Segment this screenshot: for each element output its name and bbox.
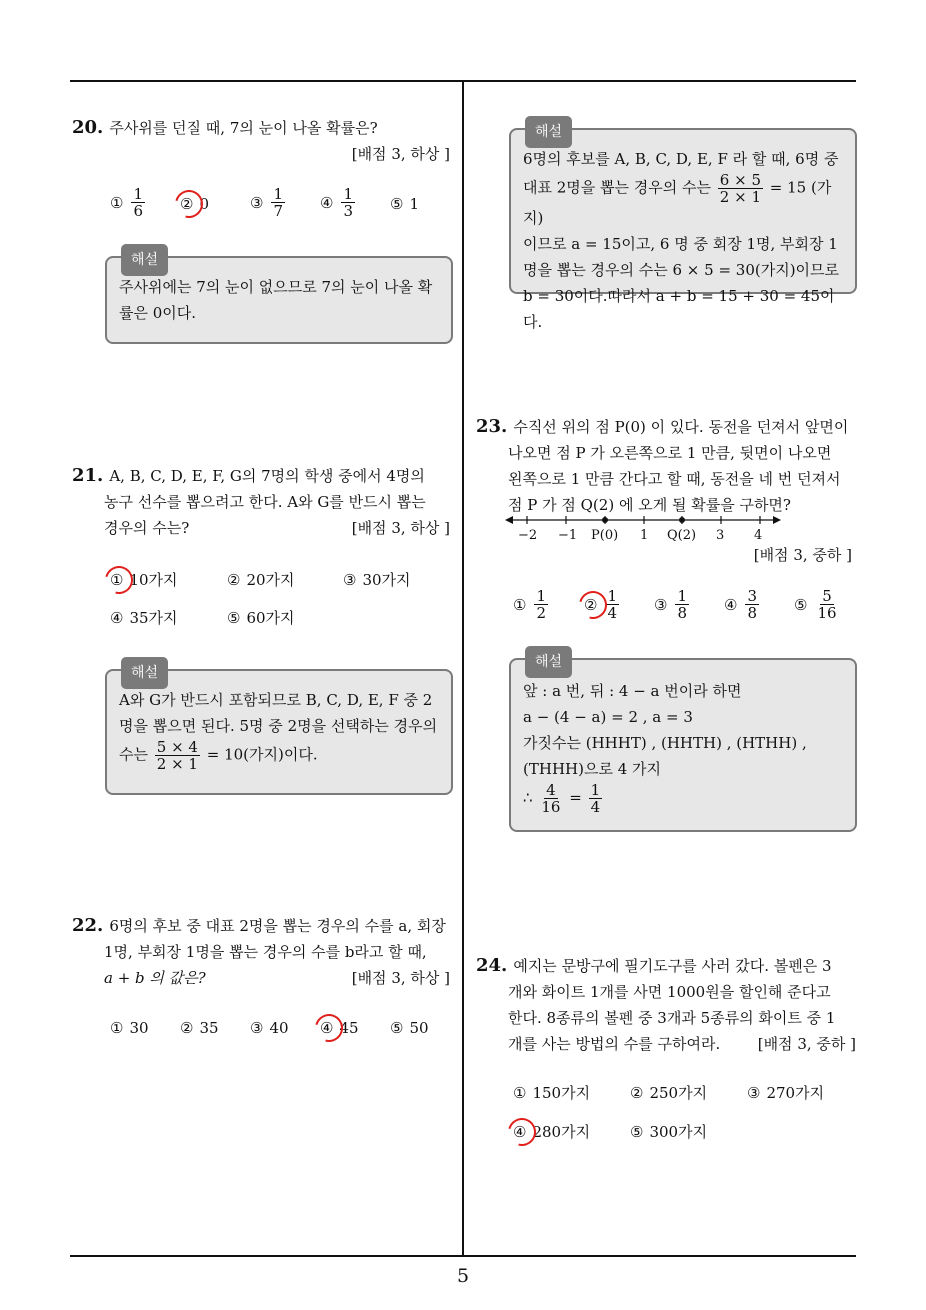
- bottom-rule: [70, 1255, 856, 1257]
- fraction: $\frac{3}{8}$: [747, 587, 757, 622]
- answer-circle: [503, 1112, 541, 1150]
- choice-4[interactable]: [513, 1121, 590, 1142]
- question-text: 왼쪽으로 1 만큼 간다고 할 때, 동전을 네 번 던져서: [508, 470, 841, 488]
- fraction: $\frac{1}{8}$: [677, 587, 687, 622]
- tick-label: −2: [518, 528, 538, 543]
- choice-1[interactable]: [110, 569, 178, 590]
- tick-label: 4: [754, 528, 763, 543]
- choice-marker: ②: [180, 1019, 194, 1037]
- choice-marker: ⑤: [227, 608, 241, 627]
- question-text: 점 P 가 점 Q(2) 에 오게 될 확률을 구하면?: [508, 496, 791, 514]
- choice-label: 10가지: [129, 571, 178, 589]
- question-text: 경우의 수는?: [104, 519, 190, 537]
- question-text: 1명, 부회장 1명을 뽑는 경우의 수를 b라고 할 때,: [104, 943, 427, 961]
- page-number: 5: [456, 1265, 470, 1287]
- choice-marker: ③: [654, 595, 668, 614]
- tick-label: −1: [558, 528, 578, 543]
- solution-line: 이므로 a = 15이고, 6 명 중 회장 1명, 부회장 1: [523, 235, 838, 253]
- choice-marker: ①: [110, 571, 123, 589]
- choice-2[interactable]: [227, 569, 295, 590]
- fraction: $\frac{1}{6}$: [133, 185, 143, 220]
- choice-marker: ③: [747, 1083, 761, 1102]
- solution-line: 명을 뽑는 경우의 수는 6 × 5 = 30(가지)이므로: [523, 261, 840, 279]
- choice-5[interactable]: [794, 588, 841, 621]
- question-20: [72, 115, 450, 167]
- solution-line: 수는 $\frac{5 \times 4}{2 \times 1}$ = 10(가지)이다.: [119, 738, 318, 773]
- choice-label: 35가지: [129, 609, 178, 627]
- choice-label: 50: [409, 1019, 429, 1037]
- choice-1[interactable]: [513, 588, 550, 621]
- question-text: A, B, C, D, E, F, G의 7명의 학생 중에서 4명의: [109, 467, 425, 485]
- question-meta: [배점 3, 중하 ]: [753, 546, 852, 564]
- choice-marker: ②: [630, 1083, 644, 1102]
- choice-marker: ⑤: [390, 1019, 404, 1037]
- fraction: $\frac{6 \times 5}{2 \times 1}$: [719, 171, 761, 206]
- question-meta: [배점 3, 하상 ]: [351, 519, 450, 537]
- choice-label: 1: [409, 195, 419, 213]
- point-p: [602, 517, 608, 523]
- question-meta: [배점 3, 하상 ]: [351, 145, 450, 163]
- solution-label: 해설: [121, 657, 168, 689]
- solution-box-q23: [509, 654, 857, 832]
- solution-line: 앞 : a 번, 뒤 : 4 − a 번이라 하면: [523, 682, 742, 700]
- choice-marker: ②: [180, 195, 193, 213]
- choice-label: 60가지: [246, 609, 295, 627]
- solution-line: 6명의 후보를 A, B, C, D, E, F 라 할 때, 6명 중: [523, 150, 839, 168]
- choice-marker: ⑤: [390, 195, 404, 213]
- choice-label: 30: [129, 1019, 149, 1037]
- solution-box-q20: [105, 252, 453, 344]
- choice-marker: ②: [227, 570, 241, 589]
- choice-marker: ①: [513, 595, 527, 614]
- solution-line: 명을 뽑으면 된다. 5명 중 2명을 선택하는 경우의: [119, 717, 438, 735]
- choice-2[interactable]: [584, 588, 621, 621]
- choice-3[interactable]: [343, 569, 411, 590]
- solution-line: 주사위에는 7의 눈이 없으므로 7의 눈이 나올 확: [119, 278, 433, 296]
- fraction: $\frac{5 \times 4}{2 \times 1}$: [156, 738, 198, 773]
- choice-label: 30가지: [362, 571, 411, 589]
- question-23: [476, 414, 856, 518]
- solution-line: a − (4 − a) = 2 , a = 3: [523, 708, 693, 726]
- fraction: $\frac{1}{4}$: [607, 587, 617, 622]
- question-number: 23.: [476, 416, 508, 437]
- solution-line: 가짓수는 (HHHT) , (HHTH) , (HTHH) ,: [523, 734, 807, 752]
- choice-label: 20가지: [246, 571, 295, 589]
- question-text: 한다. 8종류의 볼펜 중 3개과 5종류의 화이트 중 1: [508, 1009, 836, 1027]
- question-24: [476, 953, 856, 1057]
- question-text: 6명의 후보 중 대표 2명을 뽑는 경우의 수를 a, 회장: [109, 917, 446, 935]
- choice-3[interactable]: [747, 1082, 824, 1103]
- fraction: $\frac{1}{7}$: [273, 185, 283, 220]
- solution-line: b = 30이다.따라서 a + b = 15 + 30 = 45이다.: [523, 287, 835, 331]
- choice-4[interactable]: [724, 588, 761, 621]
- question-text: 예지는 문방구에 필기도구를 사러 갔다. 볼펜은 3: [513, 957, 832, 975]
- choice-label: 300가지: [649, 1123, 708, 1141]
- choice-label: 270가지: [766, 1084, 825, 1102]
- question-22: [72, 913, 450, 991]
- choice-marker: ④: [320, 1019, 333, 1037]
- question-meta: [배점 3, 중하 ]: [757, 1035, 856, 1053]
- choice-4[interactable]: [320, 1019, 359, 1037]
- choice-2[interactable]: [180, 1019, 219, 1037]
- fraction: $\frac{1}{2}$: [536, 587, 546, 622]
- choice-4[interactable]: [320, 186, 357, 219]
- question-meta: [배점 3, 하상 ]: [351, 969, 450, 987]
- tick-label: 1: [640, 528, 649, 543]
- choice-label: 35: [199, 1019, 219, 1037]
- choice-marker: ④: [320, 193, 334, 212]
- solution-line: 대표 2명을 뽑는 경우의 수는 $\frac{6 \times 5}{2 \times 1}$ = 15 (가지): [523, 171, 832, 227]
- choice-5[interactable]: [390, 1019, 429, 1037]
- solution-line: (THHH)으로 4 가지: [523, 760, 661, 778]
- solution-label: 해설: [525, 646, 572, 678]
- solution-label: 해설: [525, 116, 572, 148]
- question-number: 21.: [72, 465, 104, 486]
- fraction: $\frac{5}{16}$: [817, 587, 837, 622]
- solution-label: 해설: [121, 244, 168, 276]
- answer-circle: [100, 560, 138, 598]
- choice-2[interactable]: [630, 1082, 707, 1103]
- solution-line: A와 G가 반드시 포함되므로 B, C, D, E, F 중 2: [119, 691, 433, 709]
- choice-label: 280가지: [532, 1123, 591, 1141]
- choice-marker: ②: [584, 596, 597, 614]
- fraction: $\frac{1}{4}$: [590, 781, 601, 816]
- question-number: 22.: [72, 915, 104, 936]
- choice-marker: ④: [110, 608, 124, 627]
- choice-marker: ③: [250, 193, 264, 212]
- choice-marker: ⑤: [630, 1122, 644, 1141]
- answer-circle: [310, 1009, 348, 1047]
- choice-1[interactable]: [110, 1019, 149, 1037]
- choice-1[interactable]: [110, 186, 147, 219]
- choice-3[interactable]: [250, 186, 287, 219]
- choice-5[interactable]: [227, 607, 295, 628]
- choice-marker: ①: [110, 193, 124, 212]
- solution-line: 률은 0이다.: [119, 304, 197, 322]
- choice-5[interactable]: [630, 1121, 707, 1142]
- choice-label: 40: [269, 1019, 289, 1037]
- question-text: 수직선 위의 점 P(0) 이 있다. 동전을 던져서 앞면이: [513, 418, 849, 436]
- choice-label: 0: [199, 195, 209, 213]
- choice-label: 150가지: [532, 1084, 591, 1102]
- question-text: a + b 의 값은?: [104, 969, 206, 987]
- choice-4[interactable]: [110, 607, 178, 628]
- choice-marker: ③: [343, 570, 357, 589]
- solution-line: ∴ $\frac{4}{16}$ = $\frac{1}{4}$: [523, 781, 601, 816]
- question-number: 24.: [476, 955, 508, 976]
- question-text: 농구 선수를 뽑으려고 한다. A와 G를 반드시 뽑는: [104, 493, 426, 511]
- question-21: [72, 463, 450, 541]
- choice-marker: ①: [513, 1083, 527, 1102]
- choice-5[interactable]: [390, 195, 419, 213]
- choice-marker: ④: [513, 1123, 526, 1141]
- tick-label: Q(2): [667, 528, 697, 543]
- question-text: 나오면 점 P 가 오른쪽으로 1 만큼, 뒷면이 나오면: [508, 444, 832, 462]
- question-number: 20.: [72, 117, 104, 138]
- choice-3[interactable]: [250, 1019, 289, 1037]
- column-divider: [462, 80, 464, 1255]
- tick-label: P(0): [591, 528, 619, 543]
- choice-1[interactable]: [513, 1082, 590, 1103]
- choice-marker: ①: [110, 1019, 124, 1037]
- point-q: [679, 517, 685, 523]
- choice-label: 45: [339, 1019, 359, 1037]
- fraction: $\frac{1}{3}$: [343, 185, 353, 220]
- question-text: 개를 사는 방법의 수를 구하여라.: [508, 1035, 721, 1053]
- choice-marker: ④: [724, 595, 738, 614]
- fraction: $\frac{4}{16}$: [541, 781, 561, 816]
- choice-marker: ③: [250, 1019, 264, 1037]
- choice-label: 250가지: [649, 1084, 708, 1102]
- question-text: 개와 화이트 1개를 사면 1000원을 할인해 준다고: [508, 983, 831, 1001]
- question-text: 주사위를 던질 때, 7의 눈이 나올 확률은?: [109, 119, 378, 137]
- choice-2[interactable]: [180, 195, 209, 213]
- answer-circle: [170, 185, 208, 223]
- solution-box-q22: [509, 124, 857, 331]
- tick-label: 3: [716, 528, 725, 543]
- choice-marker: ⑤: [794, 595, 808, 614]
- solution-box-q21: [105, 665, 453, 795]
- choice-3[interactable]: [654, 588, 691, 621]
